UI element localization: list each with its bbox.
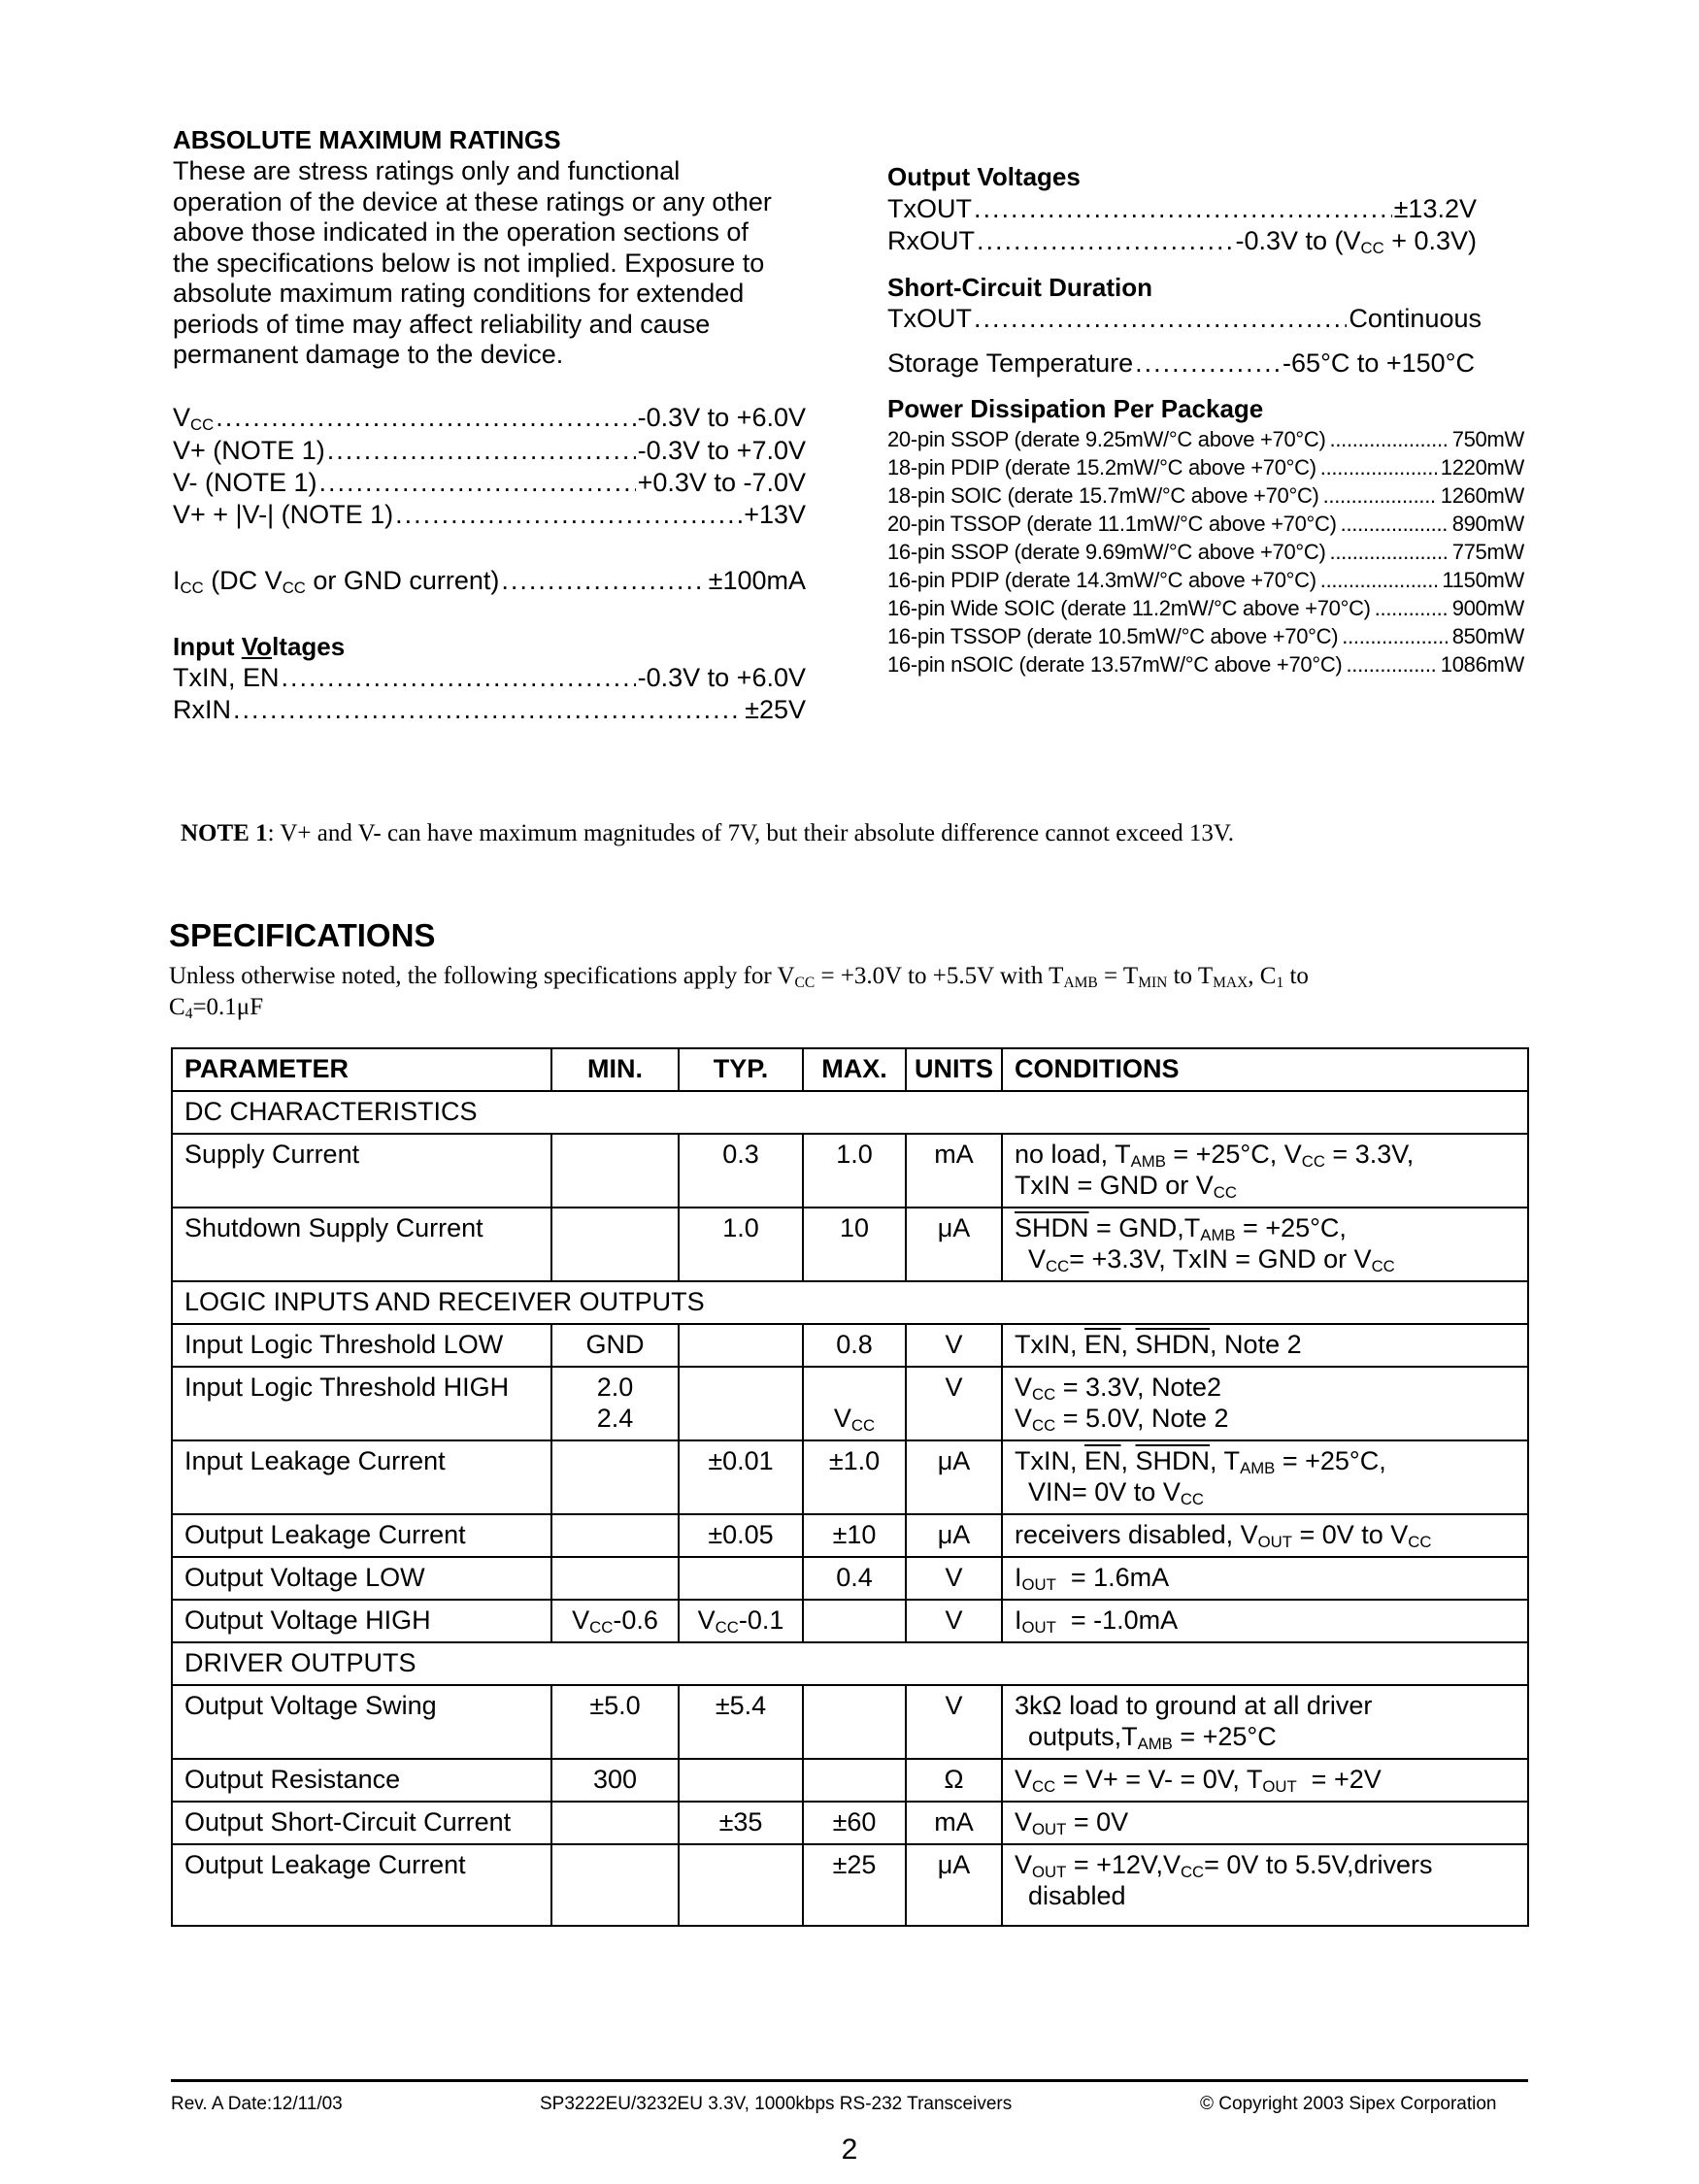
- leader-dots: [1342, 624, 1448, 649]
- table-row: [172, 1440, 1528, 1514]
- param-cell: Input Leakage Current: [172, 1440, 551, 1514]
- amr-intro-line: These are stress ratings only and functional: [173, 156, 681, 185]
- max-cell: ±1.0: [803, 1440, 906, 1514]
- rating-value: ±100mA: [708, 566, 806, 595]
- rating-vplus: [173, 436, 806, 466]
- max-cell: 0.4: [803, 1557, 906, 1600]
- min-cell: ±5.0: [551, 1685, 679, 1759]
- min-cell: GND: [551, 1324, 679, 1367]
- table-row: [172, 1685, 1528, 1759]
- section-row: [172, 1091, 1528, 1134]
- param-cell: Shutdown Supply Current: [172, 1208, 551, 1281]
- min-cell: [551, 1802, 679, 1844]
- power-value: 775mW: [1451, 540, 1524, 564]
- typ-cell: 0.3: [679, 1134, 803, 1208]
- rating-rxin: [173, 695, 806, 725]
- table-header-row: [172, 1048, 1528, 1091]
- power-label: 16-pin PDIP (derate 14.3mW/°C above +70°C): [887, 568, 1316, 592]
- param-cell: Output Leakage Current: [172, 1514, 551, 1557]
- specifications-heading: SPECIFICATIONS: [169, 917, 436, 953]
- min-cell: [551, 1134, 679, 1208]
- param-cell: Supply Current: [172, 1134, 551, 1208]
- min-cell: 300: [551, 1759, 679, 1802]
- rating-vsum: [173, 500, 806, 530]
- rating-label: Storage Temperature: [887, 348, 1134, 378]
- units-cell: μA: [906, 1440, 1002, 1514]
- rating-label: $I_{CC}$ (DC $V_{CC}$ or GND current): [173, 566, 500, 598]
- units-cell: V: [906, 1367, 1002, 1440]
- min-cell: [551, 1440, 679, 1514]
- amr-intro-line: above those indicated in the operation sections of: [173, 217, 749, 247]
- conditions-cell: 3kΩ load to ground at all driver $outputs,T_{AMB} = +25^\circ C$: [1002, 1685, 1528, 1759]
- units-cell: V: [906, 1685, 1002, 1759]
- power-row: [887, 540, 1524, 565]
- power-value: 1260mW: [1440, 483, 1524, 508]
- power-row: [887, 455, 1524, 480]
- conditions-cell: receivers disabled, $V_{OUT} = 0V$ to $V_{CC}$: [1002, 1514, 1528, 1557]
- power-value: 850mW: [1451, 624, 1524, 648]
- rating-value: -65°C to +150°C: [1283, 348, 1475, 378]
- rating-label: TxOUT: [887, 304, 972, 333]
- leader-dots: [1330, 540, 1449, 565]
- rating-value: +13V: [744, 500, 806, 529]
- note-1: [181, 820, 1234, 847]
- leader-dots: [319, 468, 636, 498]
- rating-label: RxOUT: [887, 226, 975, 255]
- leader-dots: [1323, 483, 1437, 509]
- rating-label: V+ + |V-| (NOTE 1): [173, 500, 394, 529]
- table-row: [172, 1557, 1528, 1600]
- rating-label: V+ (NOTE 1): [173, 436, 325, 465]
- leader-dots: [1375, 596, 1449, 621]
- leader-dots: [233, 695, 743, 725]
- min-cell: [551, 1208, 679, 1281]
- leader-dots: [1346, 652, 1436, 678]
- rating-txin: [173, 663, 806, 693]
- units-cell: mA: [906, 1802, 1002, 1844]
- amr-heading: ABSOLUTE MAXIMUM RATINGS: [173, 125, 561, 154]
- min-cell: [551, 1514, 679, 1557]
- units-cell: V: [906, 1324, 1002, 1367]
- power-label: 16-pin TSSOP (derate 10.5mW/°C above +70°C): [887, 624, 1339, 648]
- page-number: 2: [841, 2134, 858, 2166]
- section-label: LOGIC INPUTS AND RECEIVER OUTPUTS: [172, 1281, 1528, 1324]
- rating-rxout: [887, 226, 1477, 256]
- max-cell: ±60: [803, 1802, 906, 1844]
- typ-cell: ±5.4: [679, 1685, 803, 1759]
- section-row: [172, 1642, 1528, 1685]
- table-row: [172, 1324, 1528, 1367]
- max-cell: 0.8: [803, 1324, 906, 1367]
- typ-cell: ±0.01: [679, 1440, 803, 1514]
- param-cell: Output Leakage Current: [172, 1844, 551, 1926]
- leader-dots: [974, 304, 1347, 334]
- power-dissipation-heading: Power Dissipation Per Package: [887, 394, 1264, 423]
- specifications-table: [171, 1047, 1529, 1927]
- param-cell: Output Voltage HIGH: [172, 1600, 551, 1642]
- param-cell: Output Resistance: [172, 1759, 551, 1802]
- typ-cell: [679, 1367, 803, 1440]
- amr-intro-line: periods of time may affect reliability and cause: [173, 309, 711, 339]
- power-label: 16-pin SSOP (derate 9.69mW/°C above +70°C): [887, 540, 1326, 564]
- rating-value: -0.3V to +6.0V: [637, 663, 806, 692]
- rating-label: $V_{CC}$: [173, 403, 215, 435]
- typ-cell: ±35: [679, 1802, 803, 1844]
- leader-dots: [1135, 348, 1281, 379]
- rating-label: RxIN: [173, 695, 231, 724]
- footer-title: SP3222EU/3232EU 3.3V, 1000kbps RS-232 Transceivers: [540, 2094, 1013, 2114]
- amr-intro-line: absolute maximum rating conditions for extended: [173, 279, 745, 308]
- max-cell: $V_{CC}$: [803, 1367, 906, 1440]
- min-cell: 2.0 2.4: [551, 1367, 679, 1440]
- leader-dots: [216, 403, 635, 433]
- table-row: [172, 1514, 1528, 1557]
- units-cell: V: [906, 1557, 1002, 1600]
- typ-cell: [679, 1844, 803, 1926]
- footer-copyright: © Copyright 2003 Sipex Corporation: [1200, 2094, 1497, 2114]
- power-value: 890mW: [1451, 512, 1524, 536]
- conditions-cell: $V_{CC} = V+ = V- = 0V$, $T_{OUT} = +2V$: [1002, 1759, 1528, 1802]
- power-value: 900mW: [1451, 596, 1524, 620]
- rating-value: +0.3V to -7.0V: [637, 468, 806, 497]
- amr-intro-line: permanent damage to the device.: [173, 340, 564, 369]
- conditions-cell: TxIN, $\overline{EN}$, SHDN, $T_{AMB} = +25^\circ C$, VIN= 0V to $V_{CC}$: [1002, 1440, 1528, 1514]
- rating-value: Continuous: [1349, 304, 1482, 333]
- max-cell: 1.0: [803, 1134, 906, 1208]
- max-cell: [803, 1685, 906, 1759]
- col-header-min: MIN.: [551, 1048, 679, 1091]
- rating-value: ±13.2V: [1393, 194, 1477, 223]
- power-label: 16-pin nSOIC (derate 13.57mW/°C above +70°C): [887, 652, 1343, 677]
- power-row: [887, 427, 1524, 452]
- power-row: [887, 483, 1524, 509]
- leader-dots: [977, 226, 1233, 256]
- param-cell: Input Logic Threshold HIGH: [172, 1367, 551, 1440]
- typ-cell: 1.0: [679, 1208, 803, 1281]
- rating-storage: [887, 348, 1475, 379]
- leader-dots: [395, 500, 742, 530]
- units-cell: mA: [906, 1134, 1002, 1208]
- rating-icc: [173, 566, 806, 596]
- col-header-units: UNITS: [906, 1048, 1002, 1091]
- min-cell: $V_{CC}-0.6$: [551, 1600, 679, 1642]
- power-label: 18-pin PDIP (derate 15.2mW/°C above +70°C): [887, 455, 1316, 480]
- power-row: [887, 512, 1524, 537]
- rating-txout-short: [887, 304, 1482, 334]
- units-cell: μA: [906, 1844, 1002, 1926]
- rating-value: -0.3V to +7.0V: [637, 436, 806, 465]
- param-cell: Output Short-Circuit Current: [172, 1802, 551, 1844]
- note-label: NOTE 1: [181, 820, 268, 846]
- typ-cell: [679, 1557, 803, 1600]
- rating-value: -0.3V to +6.0V: [637, 403, 806, 432]
- footer-rule: [171, 2079, 1528, 2082]
- power-label: 20-pin TSSOP (derate 11.1mW/°C above +70°C): [887, 512, 1337, 536]
- col-header-max: MAX.: [803, 1048, 906, 1091]
- leader-dots: [1341, 512, 1449, 537]
- power-label: 18-pin SOIC (derate 15.7mW/°C above +70°C): [887, 483, 1319, 508]
- note-text: : V+ and V- can have maximum magnitudes of 7V, but their absolute difference cannot exceed 13V.: [267, 820, 1234, 846]
- units-cell: Ω: [906, 1759, 1002, 1802]
- section-label: DC CHARACTERISTICS: [172, 1091, 1528, 1134]
- power-row: [887, 624, 1524, 649]
- leader-dots: [1320, 455, 1437, 480]
- col-header-parameter: PARAMETER: [172, 1048, 551, 1091]
- typ-cell: ±0.05: [679, 1514, 803, 1557]
- max-cell: ±10: [803, 1514, 906, 1557]
- conditions-cell: $V_{CC} = 3.3V$, Note2 $V_{CC} = 5.0V$, Note 2: [1002, 1367, 1528, 1440]
- units-cell: μA: [906, 1208, 1002, 1281]
- conditions-cell: SHDN = $GND,T_{AMB} = +25^\circ C$, $V_{CC}= +3.3V$, TxIN = GND or $V_{CC}$: [1002, 1208, 1528, 1281]
- rating-value: -0.3V to $(V_{CC} + 0.3V)$: [1235, 226, 1477, 258]
- units-cell: μA: [906, 1514, 1002, 1557]
- max-cell: [803, 1600, 906, 1642]
- specifications-intro: Unless otherwise noted, the following specifications apply for $V_{CC} = +3.0V$ to +5.5V with $T_{AMB} = T_{MIN}$ to $T_{MAX}$, $C_1$ to $C_4=0.1\mu F$: [169, 963, 1309, 1022]
- amr-intro-line: the specifications below is not implied. Exposure to: [173, 248, 765, 278]
- leader-dots: [1330, 427, 1449, 452]
- leader-dots: [974, 194, 1392, 224]
- table-row: [172, 1844, 1528, 1926]
- power-value: 1220mW: [1440, 455, 1524, 480]
- leader-dots: [1320, 568, 1439, 593]
- rating-value: ±25V: [745, 695, 806, 724]
- power-label: 16-pin Wide SOIC (derate 11.2mW/°C above +70°C): [887, 596, 1371, 620]
- typ-cell: $V_{CC}-0.1$: [679, 1600, 803, 1642]
- units-cell: V: [906, 1600, 1002, 1642]
- min-cell: [551, 1557, 679, 1600]
- conditions-cell: $I_{OUT} = 1.6mA$: [1002, 1557, 1528, 1600]
- param-cell: Input Logic Threshold LOW: [172, 1324, 551, 1367]
- table-row: [172, 1600, 1528, 1642]
- output-voltages-heading: Output Voltages: [887, 162, 1081, 191]
- rating-label: TxOUT: [887, 194, 972, 223]
- typ-cell: [679, 1759, 803, 1802]
- table-row: [172, 1134, 1528, 1208]
- col-header-typ: TYP.: [679, 1048, 803, 1091]
- table-row: [172, 1759, 1528, 1802]
- power-value: 1086mW: [1440, 652, 1524, 677]
- max-cell: 10: [803, 1208, 906, 1281]
- param-cell: Output Voltage Swing: [172, 1685, 551, 1759]
- conditions-cell: no load, $T_{AMB} = +25^\circ C$, $V_{CC} = 3.3V$, TxIN = GND or $V_{CC}$: [1002, 1134, 1528, 1208]
- table-row: [172, 1802, 1528, 1844]
- leader-dots: [327, 436, 636, 466]
- conditions-cell: $V_{OUT} = +12V,V_{CC}= 0V$ to 5.5V,drivers disabled: [1002, 1844, 1528, 1926]
- short-circuit-heading: Short-Circuit Duration: [887, 273, 1152, 302]
- input-voltages-heading: Input Voltages: [173, 632, 346, 661]
- conditions-cell: $I_{OUT} = -1.0mA$: [1002, 1600, 1528, 1642]
- max-cell: ±25: [803, 1844, 906, 1926]
- min-cell: [551, 1844, 679, 1926]
- amr-intro: [173, 156, 833, 371]
- rating-vminus: [173, 468, 806, 498]
- table-row: [172, 1367, 1528, 1440]
- amr-intro-line: operation of the device at these ratings or any other: [173, 186, 772, 216]
- power-value: 750mW: [1451, 427, 1524, 451]
- section-row: [172, 1281, 1528, 1324]
- rating-vcc: [173, 403, 806, 433]
- power-row: [887, 596, 1524, 621]
- leader-dots: [501, 566, 706, 596]
- rating-label: V- (NOTE 1): [173, 468, 317, 497]
- power-row: [887, 568, 1524, 593]
- power-value: 1150mW: [1442, 568, 1524, 592]
- footer-revision: Rev. A Date:12/11/03: [171, 2094, 343, 2114]
- table-row: [172, 1208, 1528, 1281]
- conditions-cell: $V_{OUT} = 0V$: [1002, 1802, 1528, 1844]
- conditions-cell: TxIN, $\overline{EN}$, SHDN, Note 2: [1002, 1324, 1528, 1367]
- section-label: DRIVER OUTPUTS: [172, 1642, 1528, 1685]
- param-cell: Output Voltage LOW: [172, 1557, 551, 1600]
- leader-dots: [282, 663, 636, 693]
- typ-cell: [679, 1324, 803, 1367]
- col-header-conditions: CONDITIONS: [1002, 1048, 1528, 1091]
- rating-label: TxIN, EN: [173, 663, 280, 692]
- power-row: [887, 652, 1524, 678]
- power-label: 20-pin SSOP (derate 9.25mW/°C above +70°C): [887, 427, 1326, 451]
- max-cell: [803, 1759, 906, 1802]
- rating-txout: [887, 194, 1477, 224]
